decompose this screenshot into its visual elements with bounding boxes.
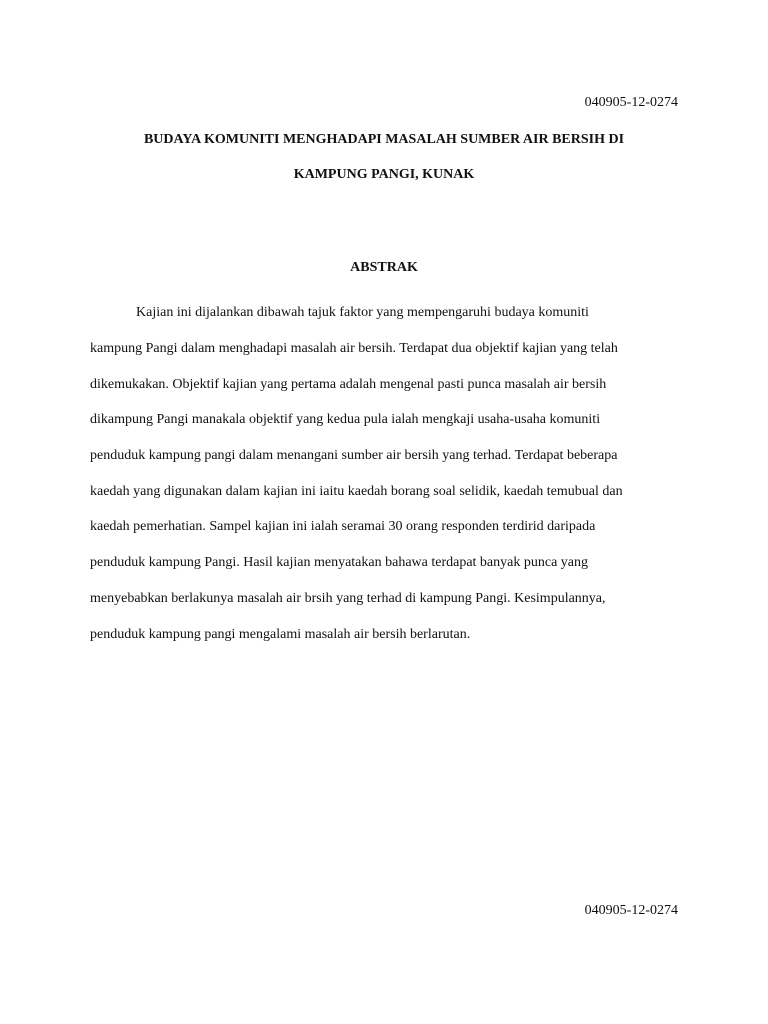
abstract-line: penduduk kampung Pangi. Hasil kajian menyatakan bahawa terdapat banyak punca yang (90, 555, 589, 570)
abstract-line: dikampung Pangi manakala objektif yang kedua pula ialah mengkaji usaha-usaha komuniti (90, 412, 601, 427)
abstract-line: dikemukakan. Objektif kajian yang pertama adalah mengenal pasti punca masalah air bersih (90, 377, 607, 392)
abstract-line: kaedah yang digunakan dalam kajian ini iaitu kaedah borang soal selidik, kaedah temubual dan (90, 484, 623, 499)
abstract-line: penduduk kampung pangi dalam menangani sumber air bersih yang terhad. Terdapat beberapa (90, 448, 618, 463)
abstract-heading: ABSTRAK (350, 260, 418, 275)
document-title-line-2: KAMPUNG PANGI, KUNAK (293, 167, 475, 182)
abstract-line: kampung Pangi dalam menghadapi masalah air bersih. Terdapat dua objektif kajian yang telah (90, 341, 618, 356)
document-id-footer: 040905-12-0274 (584, 903, 678, 918)
abstract-line: Kajian ini dijalankan dibawah tajuk faktor yang mempengaruhi budaya komuniti (136, 305, 589, 320)
document-title-line-1: BUDAYA KOMUNITI MENGHADAPI MASALAH SUMBER AIR BERSIH DI (143, 132, 625, 147)
document-id-header: 040905-12-0274 (584, 95, 678, 110)
abstract-line: menyebabkan berlakunya masalah air brsih yang terhad di kampung Pangi. Kesimpulannya, (90, 591, 606, 606)
abstract-line: penduduk kampung pangi mengalami masalah air bersih berlarutan. (90, 627, 471, 642)
abstract-line: kaedah pemerhatian. Sampel kajian ini ialah seramai 30 orang responden terdirid daripada (90, 519, 596, 534)
